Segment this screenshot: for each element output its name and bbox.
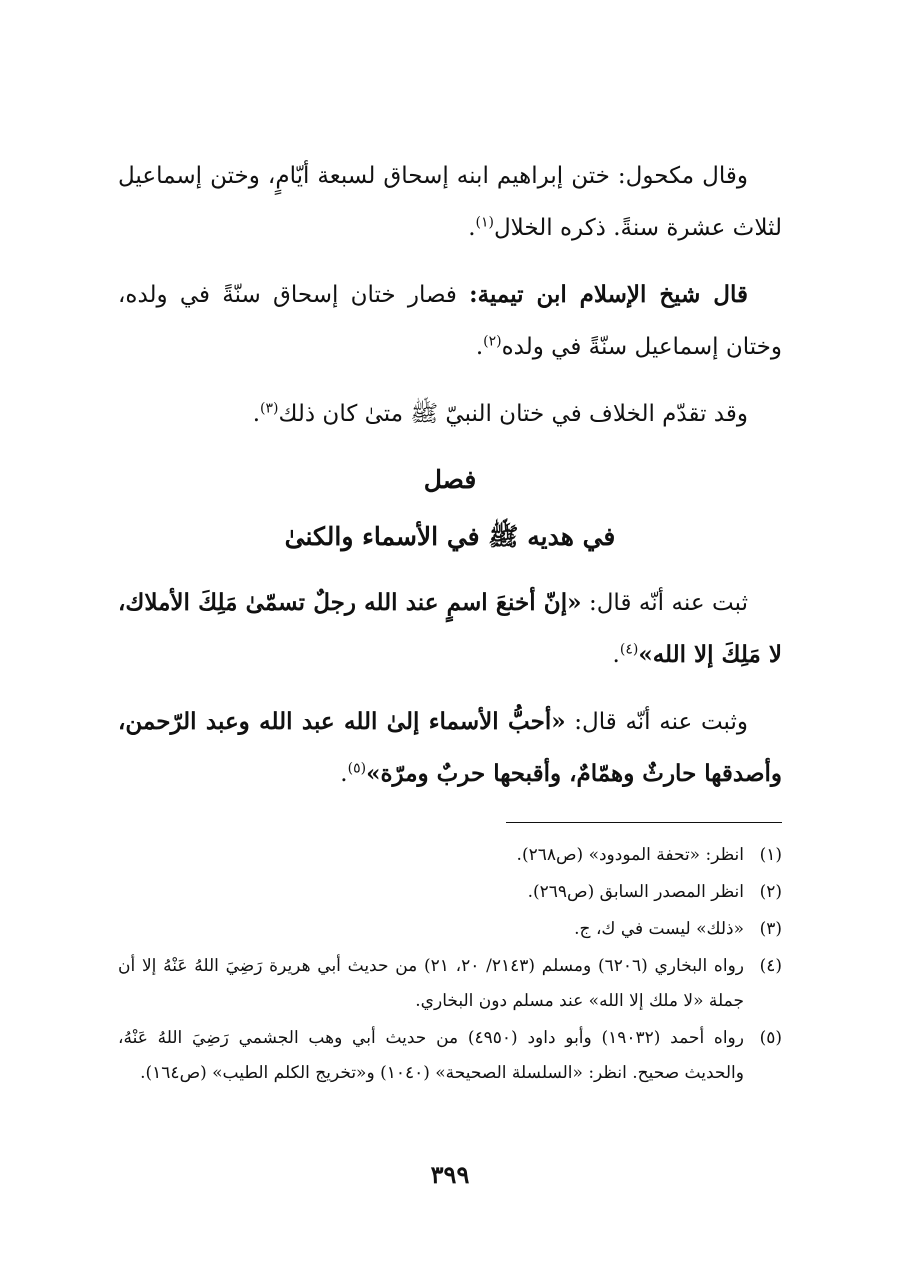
section-heading: فصل bbox=[423, 465, 477, 494]
footnote-number: (٥) bbox=[759, 1028, 782, 1048]
paragraph-text: فصار ختان إسحاق سنّةً في ولده، وختان إسماعيل سنّةً في ولده bbox=[118, 282, 782, 360]
footnote-number: (٣) bbox=[759, 919, 782, 939]
paragraph-intro: ثبت عنه أنّه قال: bbox=[581, 590, 748, 616]
footnote-item bbox=[118, 875, 782, 910]
footnote-text: رواه البخاري (٦٢٠٦) ومسلم (٢١٤٣/ ٢٠، ٢١) من حديث أبي هريرة رَضِيَ اللهُ عَنْهُ إلا أن جملة «لا ملك إلا الله» عند مسلم دون البخاري. bbox=[118, 956, 744, 1011]
footnote-ref-4[interactable]: (٤) bbox=[619, 641, 639, 658]
footnote-item bbox=[118, 838, 782, 873]
paragraph-intro: وثبت عنه أنّه قال: bbox=[565, 709, 748, 735]
footnotes-list bbox=[118, 838, 782, 1093]
section-subheading: في هديه ﷺ في الأسماء والكنىٰ bbox=[284, 522, 616, 551]
footnote-text: «ذلك» ليست في ك، ج. bbox=[574, 919, 744, 939]
footnote-number: (١) bbox=[759, 845, 782, 865]
period: . bbox=[252, 401, 261, 427]
footnote-number: (٤) bbox=[759, 956, 782, 976]
hadith-quote: «إنّ أخنعَ اسمٍ عند الله رجلٌ تسمّىٰ مَلِكَ الأملاك، لا مَلِكَ إلا الله» bbox=[118, 589, 782, 668]
paragraph-text: وقد تقدّم الخلاف في ختان النبيّ ﷺ متىٰ كان ذلك bbox=[278, 401, 748, 427]
hadith-quote: «أحبُّ الأسماء إلىٰ الله عبد الله وعبد الرّحمن، وأصدقها حارثٌ وهمّامٌ، وأقبحها حربٌ ومرّة» bbox=[118, 708, 782, 787]
period: . bbox=[475, 334, 484, 360]
paragraph-akhna bbox=[118, 577, 782, 681]
period: . bbox=[612, 642, 620, 668]
footnote-item bbox=[118, 949, 782, 1019]
paragraph-text: وقال مكحول: ختن إبراهيم ابنه إسحاق لسبعة أيّامٍ، وختن إسماعيل لثلاث عشرة سنةً. ذكره الخلال bbox=[118, 163, 782, 241]
footnote-ref-3[interactable]: (٣) bbox=[260, 400, 279, 417]
paragraph-khilaf bbox=[118, 388, 782, 440]
footnote-item bbox=[118, 1021, 782, 1091]
page-number: ٣٩٩ bbox=[430, 1160, 470, 1189]
period: . bbox=[468, 215, 476, 241]
footnote-text: رواه أحمد (١٩٠٣٢) وأبو داود (٤٩٥٠) من حديث أبي وهب الجشمي رَضِيَ اللهُ عَنْهُ، والحديث صحيح. انظر: «السلسلة الصحيحة» (١٠٤٠) و«تخريج الكلم الطيب» (ص١٦٤). bbox=[118, 1028, 744, 1083]
footnote-ref-5[interactable]: (٥) bbox=[347, 760, 367, 777]
footnote-ref-2[interactable]: (٢) bbox=[483, 333, 502, 350]
paragraph-ahabb bbox=[118, 696, 782, 800]
footnote-item bbox=[118, 912, 782, 947]
footnote-text: انظر المصدر السابق (ص٢٦٩). bbox=[527, 882, 744, 902]
footnote-text: انظر: «تحفة المودود» (ص٢٦٨). bbox=[516, 845, 744, 865]
footnote-ref-1[interactable]: (١) bbox=[475, 214, 494, 231]
footnote-number: (٢) bbox=[759, 882, 782, 902]
footnote-divider bbox=[506, 822, 782, 823]
paragraph-ibn-taymiyya bbox=[118, 269, 782, 373]
period: . bbox=[340, 761, 348, 787]
paragraph-makhul bbox=[118, 150, 782, 254]
main-text bbox=[118, 150, 782, 815]
speaker-name: قال شيخ الإسلام ابن تيمية: bbox=[469, 281, 748, 308]
